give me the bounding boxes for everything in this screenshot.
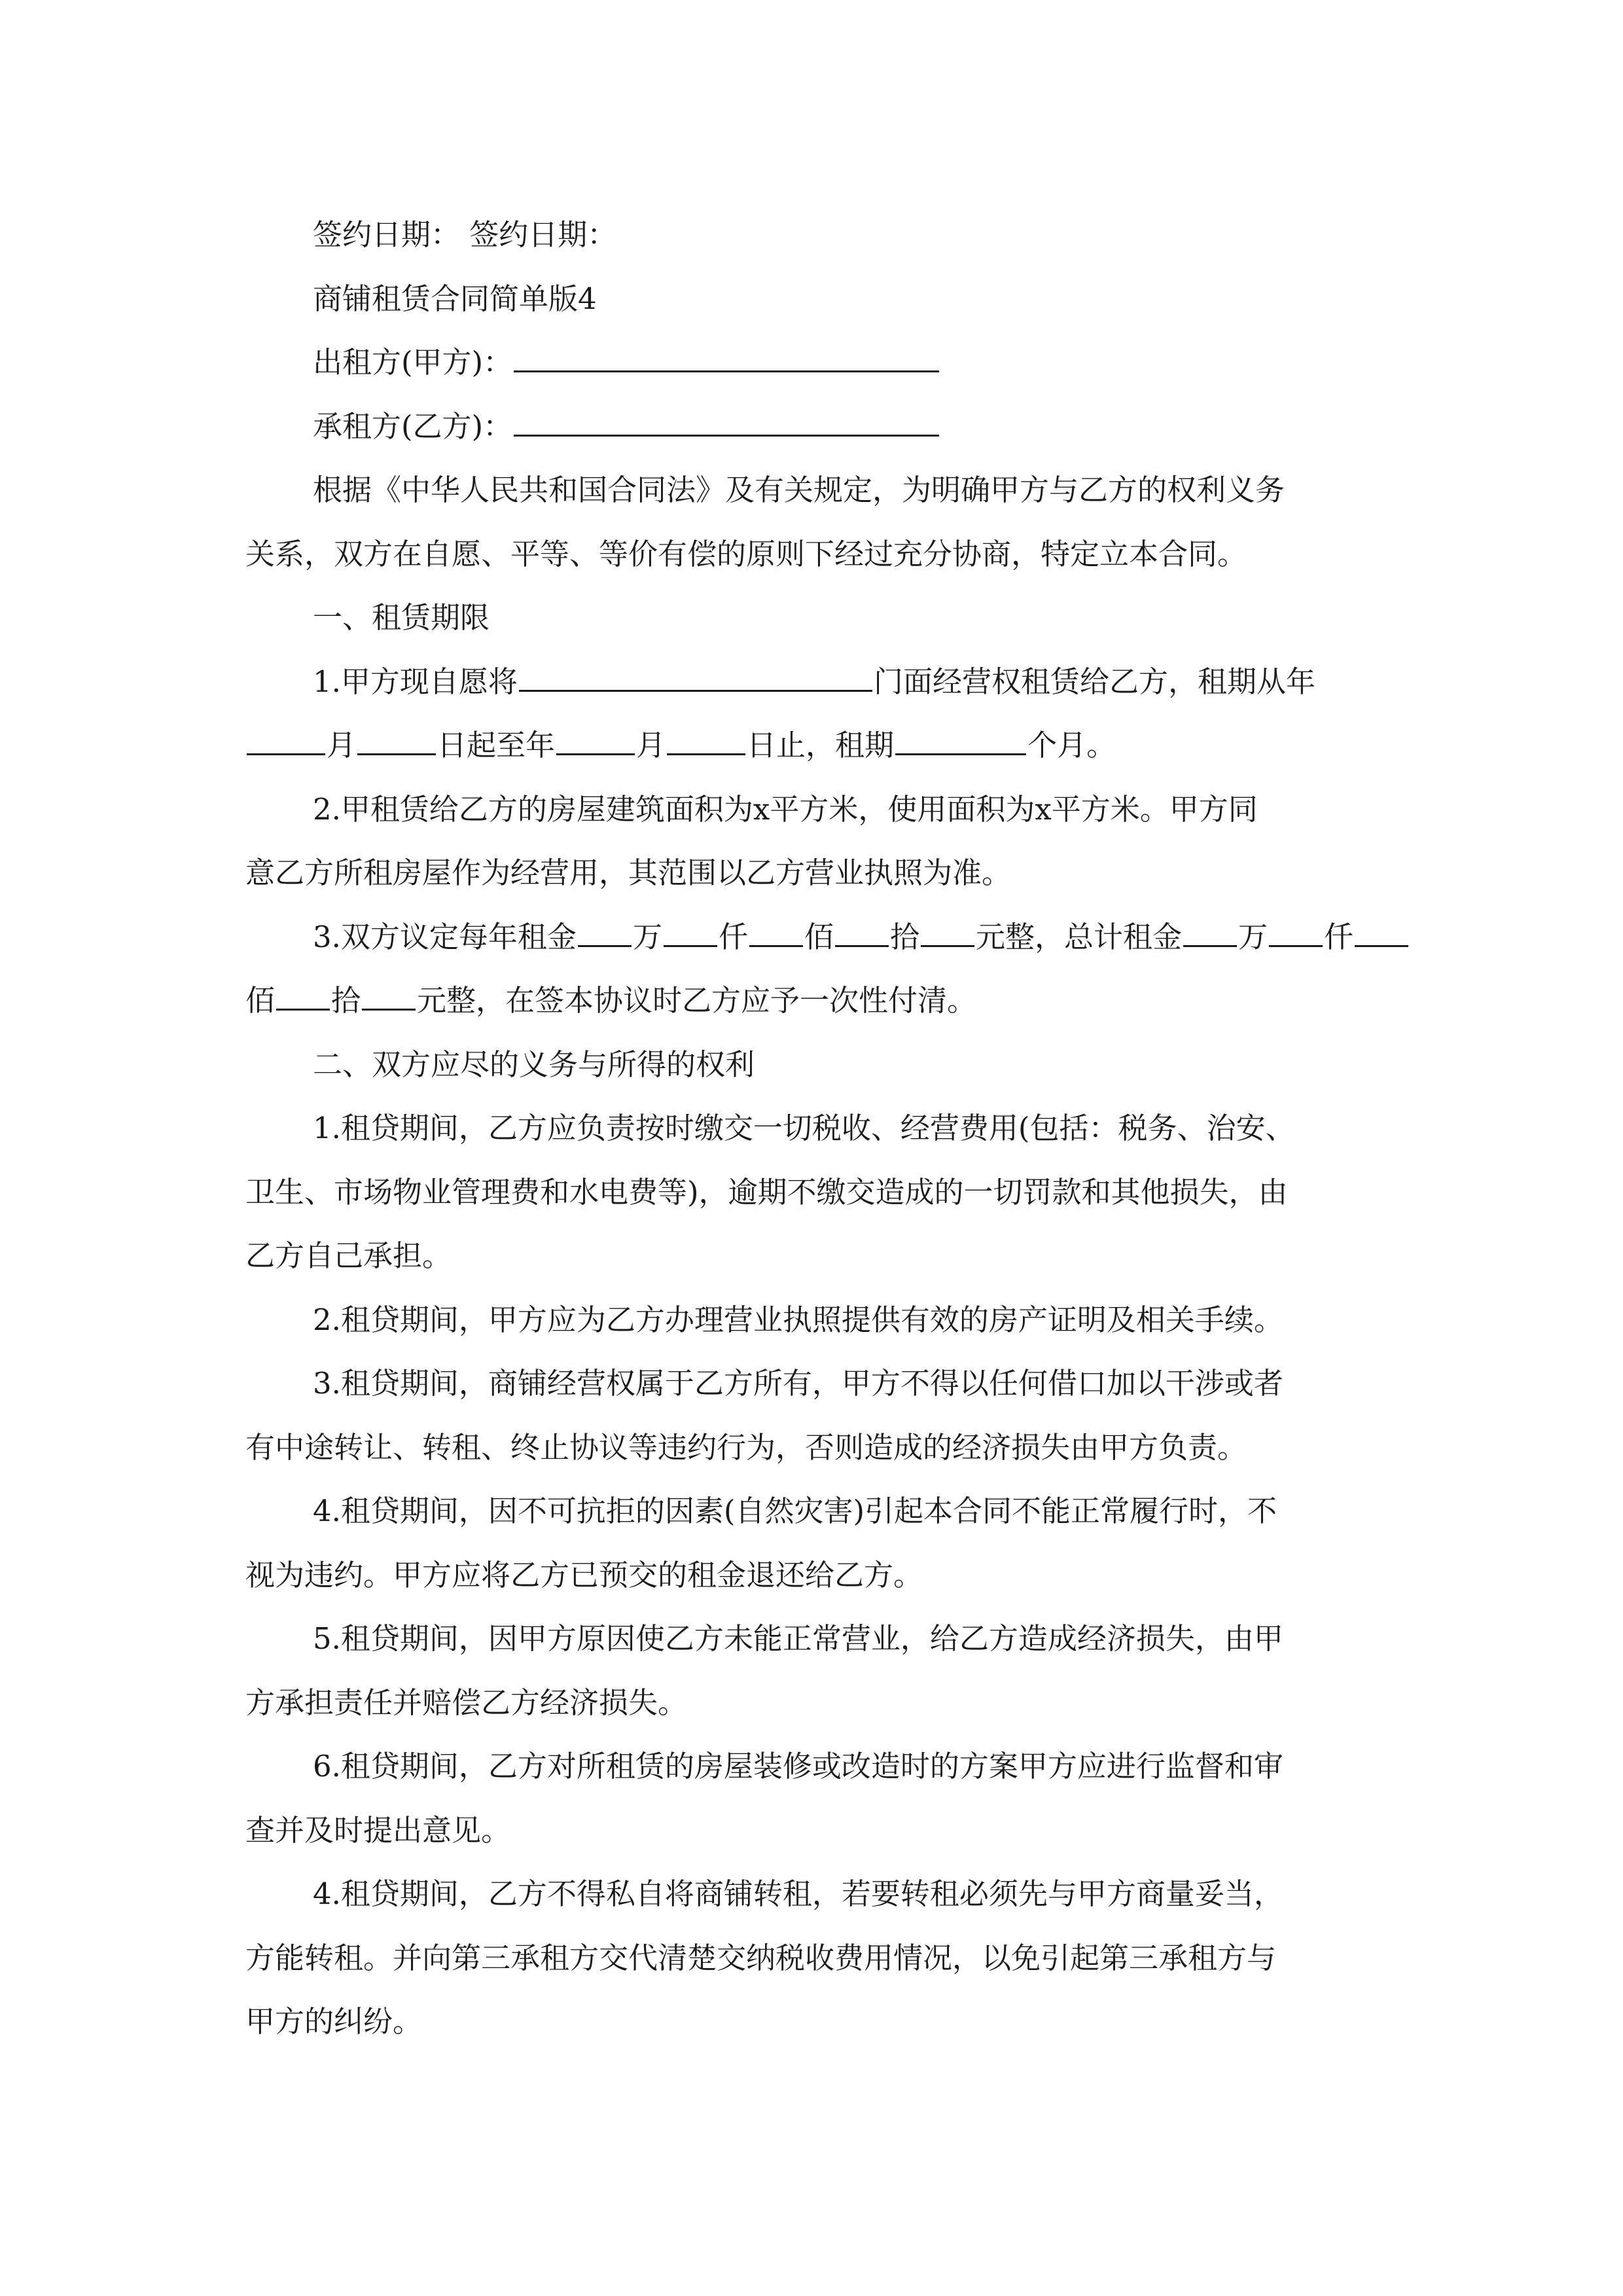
end-day-field[interactable] <box>667 727 745 755</box>
annual-wan-field[interactable] <box>578 919 632 947</box>
total-wan-field[interactable] <box>1183 919 1237 947</box>
s1-item1-text-c: 月 <box>327 728 357 762</box>
s2-item3-line2: 有中途转让、转租、终止协议等违约行为，否则造成的经济损失由甲方负责。 <box>245 1429 1247 1465</box>
s1-item3-text-k: 元整，在签本协议时乙方应予一次性付清。 <box>417 983 977 1018</box>
s1-item3-text-j: 拾 <box>331 983 361 1018</box>
s1-item1-text-b: 门面经营权租赁给乙方，租期从年 <box>873 664 1315 699</box>
lessee-name-field[interactable] <box>514 408 939 437</box>
s2-item5-line2: 方承担责任并赔偿乙方经济损失。 <box>245 1685 688 1720</box>
s1-item1-text-f: 日止，租期 <box>747 728 895 762</box>
lessor-name-field[interactable] <box>514 344 939 372</box>
s1-item3-text-h: 仟 <box>1324 919 1354 954</box>
s1-item3-text-d: 佰 <box>804 919 834 954</box>
s2-item7-line2: 方能转租。并向第三承租方交代清楚交纳税收费用情况，以免引起第三承租方与 <box>245 1940 1277 1975</box>
lessee-line <box>245 395 1381 459</box>
start-month-field[interactable] <box>247 727 325 755</box>
section-1-title: 一、租赁期限 <box>313 600 490 635</box>
s2-item4-line1: 4.租贷期间，因不可抗拒的因素(自然灾害)引起本合同不能正常履行时，不 <box>313 1494 1277 1528</box>
s1-item2-line1: 2.甲租赁给乙方的房屋建筑面积为x平方米，使用面积为x平方米。甲方同 <box>313 791 1258 827</box>
s2-item5-line1: 5.租贷期间，因甲方原因使乙方未能正常营业，给乙方造成经济损失，由甲 <box>313 1621 1283 1656</box>
lessee-label: 承租方(乙方)： <box>313 408 513 444</box>
document-title: 商铺租赁合同简单版4 <box>313 281 597 316</box>
total-qian-field[interactable] <box>1269 919 1323 947</box>
s1-item3-line1 <box>245 905 1381 969</box>
term-months-field[interactable] <box>895 727 1026 755</box>
s2-item2-line1: 2.租贷期间，甲方应为乙方办理营业执照提供有效的房产证明及相关手续。 <box>313 1302 1283 1337</box>
s1-item1-text-e: 月 <box>636 728 666 762</box>
s1-item1-text-d: 日起至年 <box>437 728 556 762</box>
s2-item6-line1: 6.租贷期间，乙方对所租赁的房屋装修或改造时的方案甲方应进行监督和审 <box>313 1749 1283 1784</box>
contract-page <box>245 203 1381 2054</box>
total-shi-field[interactable] <box>276 982 330 1011</box>
s1-item1-line1 <box>245 650 1381 714</box>
s1-item3-text-e: 拾 <box>889 919 919 954</box>
s2-item3-line1: 3.租贷期间，商铺经营权属于乙方所有，甲方不得以任何借口加以干涉或者 <box>313 1366 1283 1401</box>
end-month-field[interactable] <box>556 727 635 755</box>
s2-item1-line1: 1.租贷期间，乙方应负责按时缴交一切税收、经营费用(包括：税务、治安、 <box>313 1111 1295 1145</box>
s1-item3-text-i: 佰 <box>245 983 276 1018</box>
annual-yuan-field[interactable] <box>921 919 974 947</box>
start-day-field[interactable] <box>357 727 436 755</box>
s1-item1-text-g: 个月。 <box>1027 728 1116 762</box>
section-2-title: 二、双方应尽的义务与所得的权利 <box>313 1047 755 1082</box>
s1-item3-line2 <box>245 969 1381 1033</box>
total-yuan-field[interactable] <box>362 982 416 1011</box>
lessor-label: 出租方(甲方)： <box>313 345 513 380</box>
annual-shi-field[interactable] <box>835 919 889 947</box>
s1-item3-text-a: 3.双方议定每年租金 <box>313 919 577 954</box>
s1-item2-line2: 意乙方所租房屋作为经营用，其范围以乙方营业执照为准。 <box>245 855 1012 890</box>
s2-item1-line2: 卫生、市场物业管理费和水电费等)，逾期不缴交造成的一切罚款和其他损失，由 <box>245 1174 1288 1210</box>
s1-item1-line2 <box>245 713 1381 778</box>
s1-item3-text-g: 万 <box>1238 919 1268 954</box>
s1-item3-text-b: 万 <box>632 919 662 954</box>
annual-qian-field[interactable] <box>664 919 717 947</box>
storefront-field[interactable] <box>519 664 872 692</box>
s2-item7-line3: 甲方的纠纷。 <box>245 2004 423 2039</box>
s2-item4-line2: 视为违约。甲方应将乙方已预交的租金退还给乙方。 <box>245 1557 923 1592</box>
s2-item7-line1: 4.租贷期间，乙方不得私自将商铺转租，若要转租必须先与甲方商量妥当， <box>313 1876 1283 1911</box>
intro-line-2: 关系，双方在自愿、平等、等价有偿的原则下经过充分协商，特定立本合同。 <box>245 536 1247 571</box>
s2-item6-line2: 查并及时提出意见。 <box>245 1812 511 1848</box>
s1-item3-text-f: 元整，总计租金 <box>976 919 1183 954</box>
s1-item1-text-a: 1.甲方现自愿将 <box>313 664 518 699</box>
intro-line-1: 根据《中华人民共和国合同法》及有关规定，为明确甲方与乙方的权利义务 <box>313 473 1285 507</box>
lessor-line <box>245 331 1381 395</box>
s2-item1-line3: 乙方自己承担。 <box>245 1238 452 1273</box>
total-bai-field[interactable] <box>1355 919 1408 947</box>
sign-date-line: 签约日期： 签约日期： <box>313 217 617 252</box>
s1-item3-text-c: 仟 <box>718 919 748 954</box>
annual-bai-field[interactable] <box>749 919 803 947</box>
